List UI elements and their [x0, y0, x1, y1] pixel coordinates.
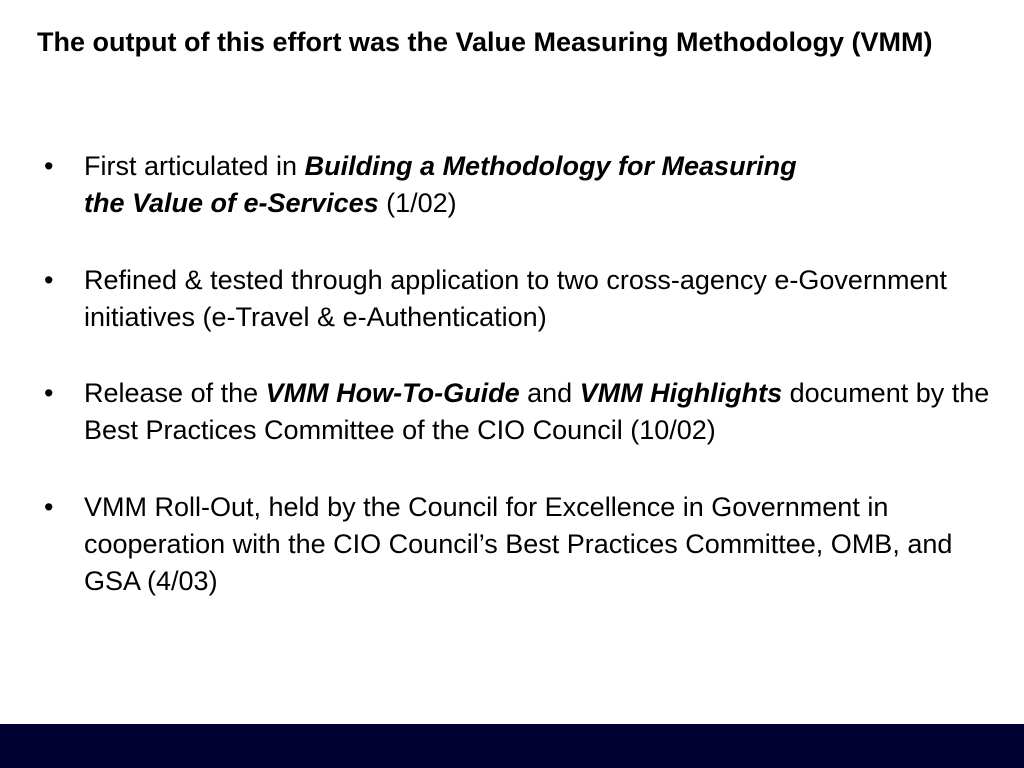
bullet-item [0, 262, 1000, 336]
bullet-marker: • [44, 151, 54, 181]
bullet-text: document by the Best Practices Committee of the CIO Council (10/02) [84, 378, 990, 445]
bullet-item [0, 148, 824, 222]
footer-bar [0, 724, 1024, 768]
bullet-text: Release of the [84, 378, 266, 408]
bullet-text: VMM Roll-Out, held by the Council for Excellence in Government in cooperation with the CIO Council’s Best Practices Committee, OMB, and GSA (4/03) [84, 492, 953, 596]
publication-title: Building a Methodology for Measuring the Value of e-Services [84, 151, 797, 218]
bullet-text: (1/02) [378, 188, 457, 218]
slide-title: The output of this effort was the Value Measuring Methodology (VMM) [37, 27, 933, 57]
bullet-text: First articulated in [84, 151, 305, 181]
bullet-item [0, 489, 1000, 600]
bullet-marker: • [44, 492, 54, 522]
bullet-marker: • [44, 265, 54, 295]
bullet-text: Refined & tested through application to two cross-agency e-Government initiatives (e-Travel & e-Authentication) [84, 265, 947, 332]
bullet-list [0, 148, 1000, 600]
publication-title: VMM Highlights [579, 378, 783, 408]
bullet-marker: • [44, 378, 54, 408]
publication-title: VMM How-To-Guide [265, 378, 520, 408]
bullet-text: and [519, 378, 580, 408]
bullet-item [0, 375, 1000, 449]
